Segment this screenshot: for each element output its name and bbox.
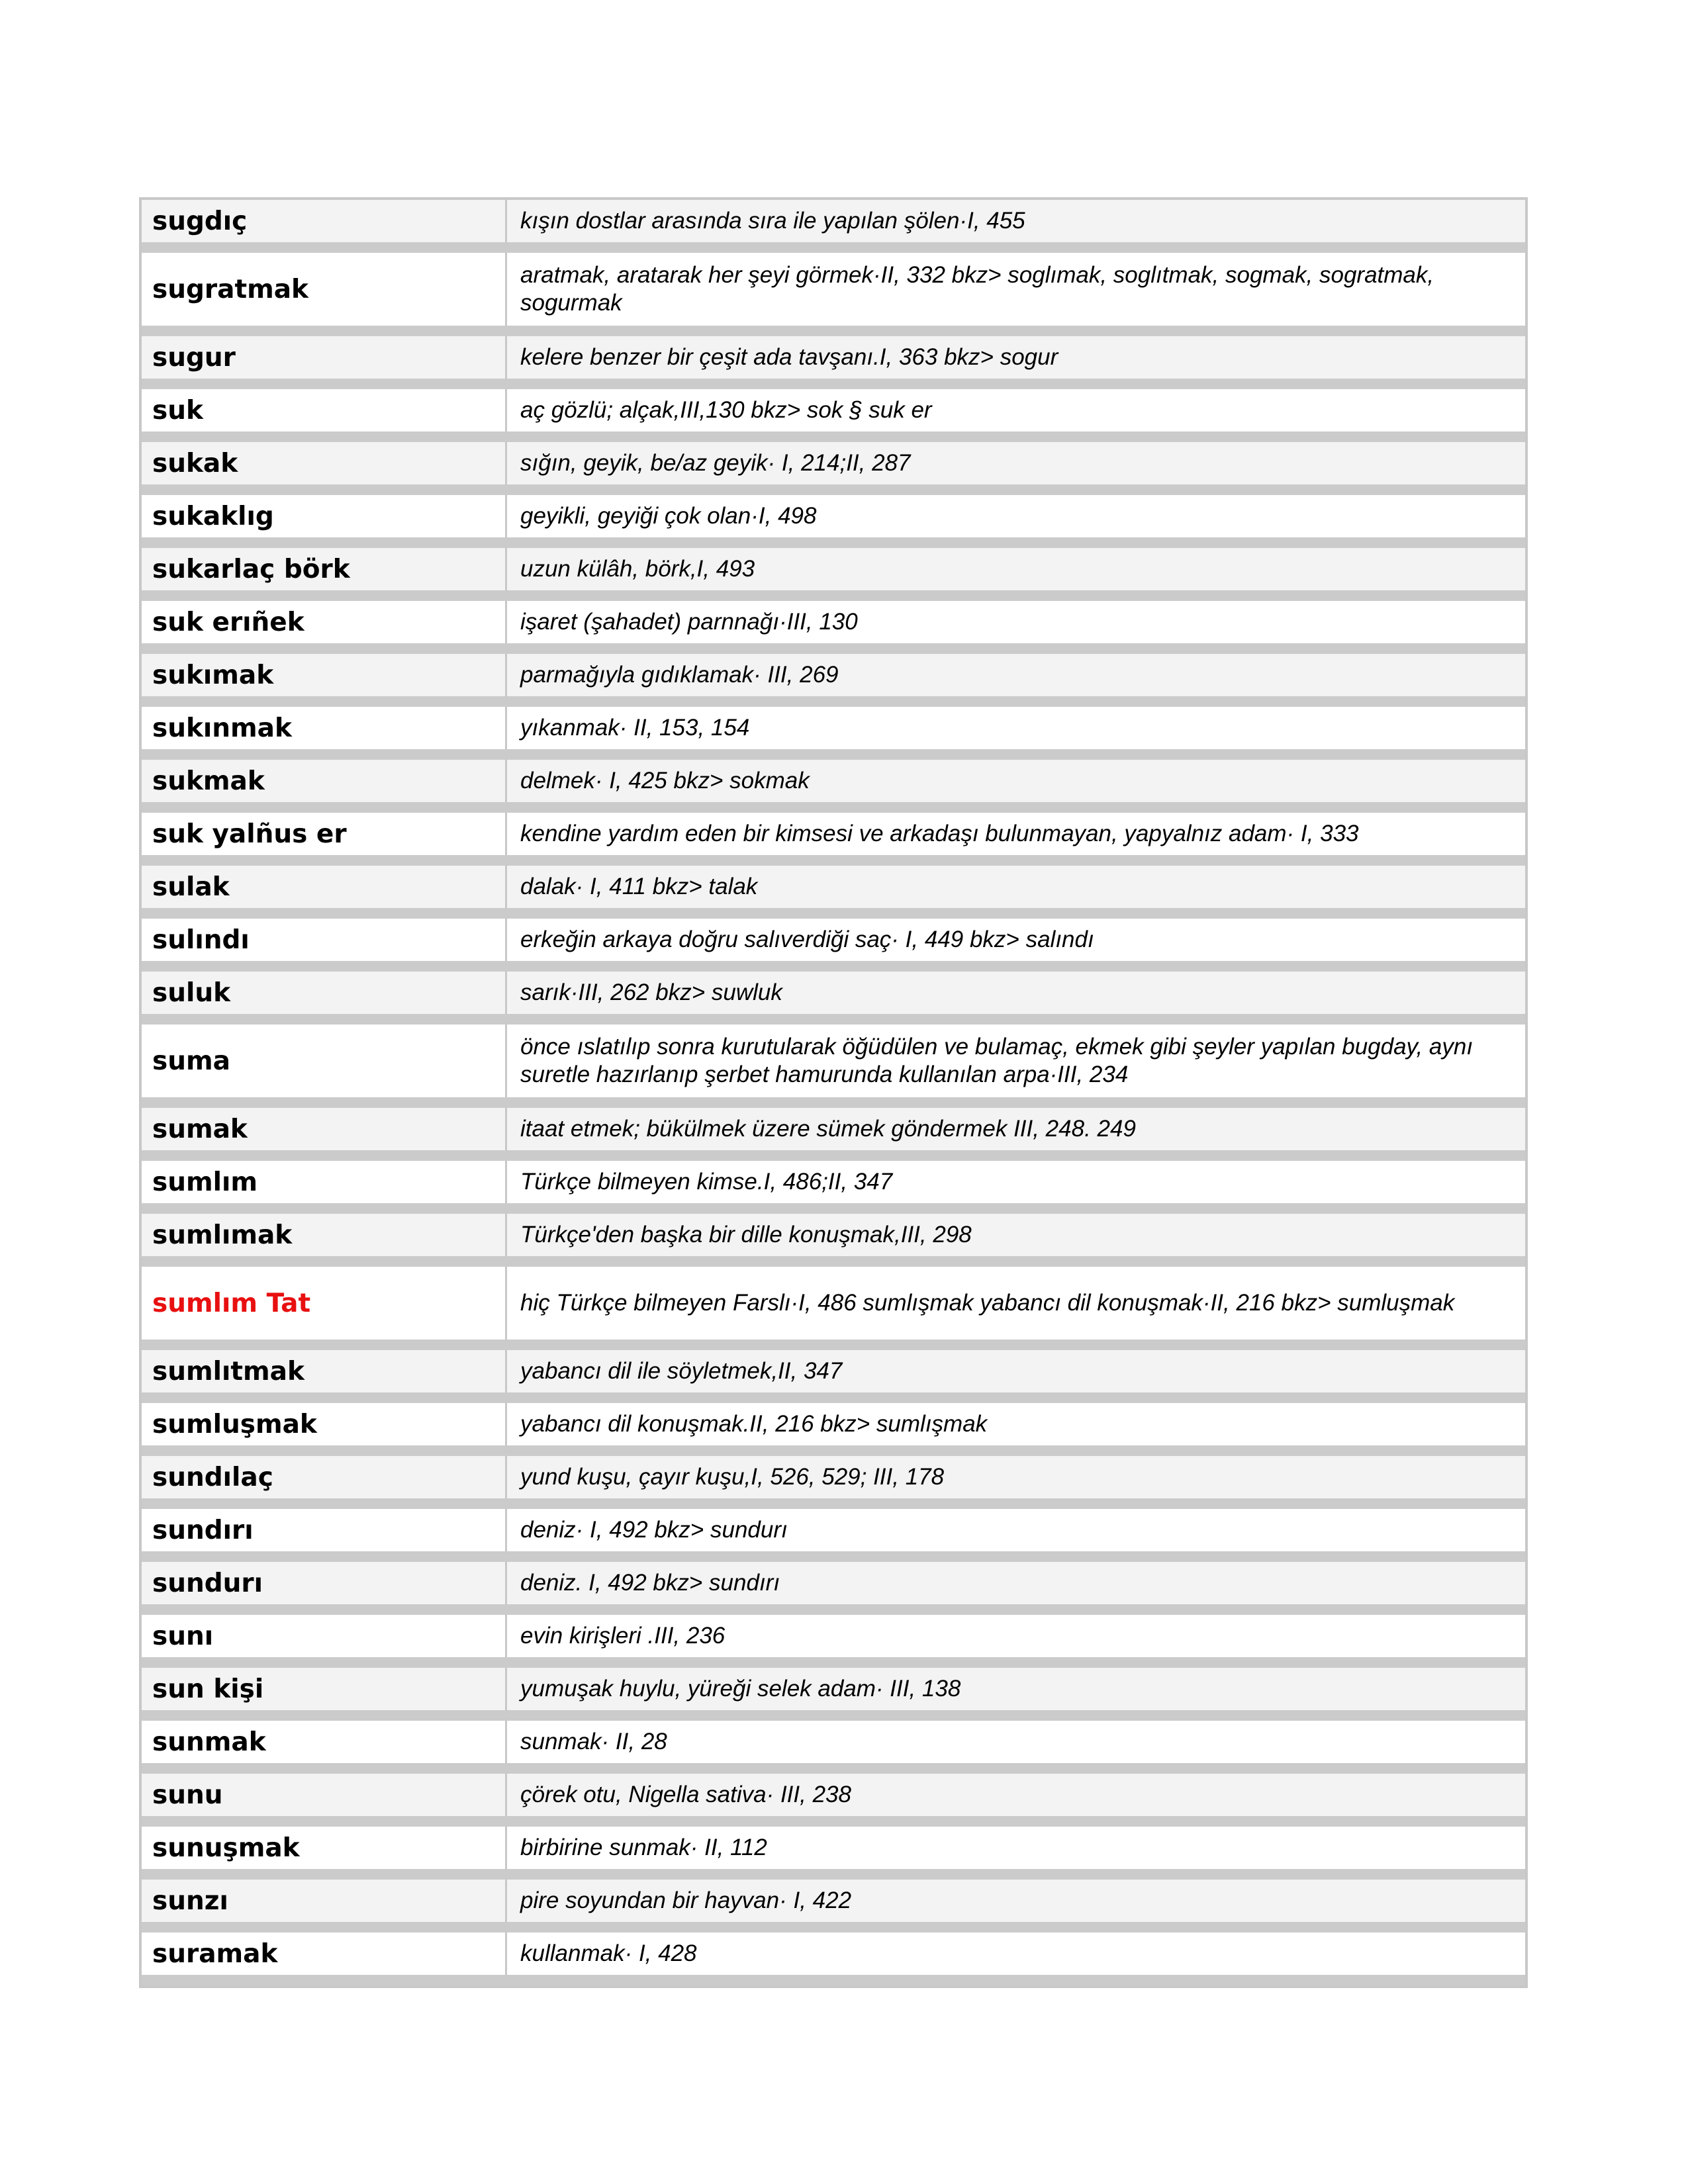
entry-term: sumak bbox=[142, 1108, 507, 1150]
table-row bbox=[142, 1108, 1525, 1161]
table-row bbox=[142, 1827, 1525, 1880]
entry-term: sundurı bbox=[142, 1562, 507, 1604]
entry-definition: uzun külâh, börk,I, 493 bbox=[520, 556, 755, 582]
table-row bbox=[142, 200, 1525, 253]
entry-term: sukak bbox=[142, 442, 507, 484]
entry-definition: yabancı dil ile söyletmek,II, 347 bbox=[520, 1358, 843, 1384]
entry-definition: hiç Türkçe bilmeyen Farslı·I, 486 sumlışmak yabancı dil konuşmak·II, 216 bkz> sumluşmak bbox=[520, 1290, 1455, 1316]
table-row bbox=[142, 1267, 1525, 1350]
entry-definition: deniz. I, 492 bkz> sundırı bbox=[520, 1570, 780, 1596]
entry-definition: aratmak, aratarak her şeyi görmek·II, 332 bkz> soglımak, soglıtmak, sogmak, sogratmak, sogurmak bbox=[520, 262, 1434, 316]
table-row bbox=[142, 548, 1525, 601]
table-row bbox=[142, 1214, 1525, 1267]
entry-term: sundılaç bbox=[142, 1456, 507, 1498]
table-row bbox=[142, 972, 1525, 1024]
entry-definition: dalak· I, 411 bkz> talak bbox=[520, 874, 758, 899]
table-row bbox=[142, 1403, 1525, 1456]
entry-term: sunu bbox=[142, 1774, 507, 1816]
entry-definition: geyikli, geyiği çok olan·I, 498 bbox=[520, 503, 817, 529]
entry-term: sumlımak bbox=[142, 1214, 507, 1256]
table-row bbox=[142, 1774, 1525, 1827]
table-row bbox=[142, 442, 1525, 495]
table-row bbox=[142, 1350, 1525, 1403]
entry-term: sugratmak bbox=[142, 253, 507, 326]
entry-definition: sarık·III, 262 bkz> suwluk bbox=[520, 979, 782, 1005]
entry-definition: kendine yardım eden bir kimsesi ve arkadaşı bulunmayan, yapyalnız adam· I, 333 bbox=[520, 821, 1359, 846]
entry-term: sukımak bbox=[142, 654, 507, 696]
entry-definition: aç gözlü; alçak,III,130 bkz> sok § suk er bbox=[520, 397, 932, 423]
table-row bbox=[142, 1562, 1525, 1615]
entry-term: suramak bbox=[142, 1933, 507, 1975]
entry-definition: Türkçe'den başka bir dille konuşmak,III, 298 bbox=[520, 1222, 972, 1248]
entry-term: sundırı bbox=[142, 1509, 507, 1551]
entry-term: suk bbox=[142, 389, 507, 432]
entry-definition: kullanmak· I, 428 bbox=[520, 1940, 697, 1966]
entry-term: sukmak bbox=[142, 760, 507, 802]
entry-definition: önce ıslatılıp sonra kurutularak öğüdülen ve bulamaç, ekmek gibi şeyler yapılan bugday, aynı suretle hazırlanıp şerbet hamurunda kullanılan arpa·III, 234 bbox=[520, 1034, 1474, 1087]
entry-term: sulak bbox=[142, 866, 507, 908]
entry-term: sugur bbox=[142, 336, 507, 379]
entry-definition: yumuşak huylu, yüreği selek adam· III, 138 bbox=[520, 1676, 961, 1702]
entry-term: sugdıç bbox=[142, 200, 507, 242]
entry-definition: yabancı dil konuşmak.II, 216 bkz> sumlışmak bbox=[520, 1411, 988, 1437]
entry-definition: itaat etmek; bükülmek üzere sümek göndermek III, 248. 249 bbox=[520, 1116, 1136, 1142]
table-row bbox=[142, 1668, 1525, 1721]
entry-term: suma bbox=[142, 1024, 507, 1097]
table-row bbox=[142, 1456, 1525, 1509]
table-row bbox=[142, 389, 1525, 442]
entry-term: sulındı bbox=[142, 919, 507, 961]
entry-definition: erkeğin arkaya doğru salıverdiği saç· I, 449 bkz> salındı bbox=[520, 927, 1094, 952]
entry-definition: evin kirişleri .III, 236 bbox=[520, 1623, 726, 1649]
table-row bbox=[142, 1509, 1525, 1562]
entry-definition: birbirine sunmak· II, 112 bbox=[520, 1835, 767, 1860]
entry-definition: kelere benzer bir çeşit ada tavşanı.I, 363 bkz> sogur bbox=[520, 344, 1058, 370]
entry-term: sunzı bbox=[142, 1880, 507, 1922]
table-row bbox=[142, 1161, 1525, 1214]
entry-definition: deniz· I, 492 bkz> sundurı bbox=[520, 1517, 788, 1543]
entry-term: sun kişi bbox=[142, 1668, 507, 1710]
table-row bbox=[142, 601, 1525, 654]
dictionary-table bbox=[139, 197, 1528, 1988]
table-row bbox=[142, 1880, 1525, 1933]
entry-definition: pire soyundan bir hayvan· I, 422 bbox=[520, 1888, 852, 1913]
table-row bbox=[142, 1933, 1525, 1985]
entry-definition: işaret (şahadet) parnnağı·III, 130 bbox=[520, 609, 858, 635]
table-row bbox=[142, 919, 1525, 972]
entry-term: suk erıñek bbox=[142, 601, 507, 643]
entry-term: sumlıtmak bbox=[142, 1350, 507, 1392]
entry-term: sukaklıg bbox=[142, 495, 507, 537]
entry-definition: parmağıyla gıdıklamak· III, 269 bbox=[520, 662, 839, 688]
entry-term: sumluşmak bbox=[142, 1403, 507, 1445]
entry-definition: sığın, geyik, be/az geyik· I, 214;II, 287 bbox=[520, 450, 911, 476]
table-row bbox=[142, 760, 1525, 813]
entry-definition: kışın dostlar arasında sıra ile yapılan şölen·I, 455 bbox=[520, 208, 1025, 234]
entry-term: sunı bbox=[142, 1615, 507, 1657]
entry-term: sunuşmak bbox=[142, 1827, 507, 1869]
entry-term-highlighted: sumlım Tat bbox=[142, 1267, 507, 1340]
table-row bbox=[142, 813, 1525, 866]
entry-definition: çörek otu, Nigella sativa· III, 238 bbox=[520, 1782, 851, 1807]
table-row bbox=[142, 707, 1525, 760]
entry-definition: sunmak· II, 28 bbox=[520, 1729, 667, 1754]
entry-term: sukınmak bbox=[142, 707, 507, 749]
table-row bbox=[142, 1615, 1525, 1668]
entry-definition: delmek· I, 425 bkz> sokmak bbox=[520, 768, 810, 794]
table-row bbox=[142, 654, 1525, 707]
table-row bbox=[142, 1024, 1525, 1108]
entry-term: sumlım bbox=[142, 1161, 507, 1203]
table-row bbox=[142, 866, 1525, 919]
entry-definition: yund kuşu, çayır kuşu,I, 526, 529; III, 178 bbox=[520, 1464, 945, 1490]
table-row bbox=[142, 253, 1525, 336]
table-row bbox=[142, 336, 1525, 389]
table-row bbox=[142, 495, 1525, 548]
table-row bbox=[142, 1721, 1525, 1774]
entry-term: suluk bbox=[142, 972, 507, 1014]
entry-definition: yıkanmak· II, 153, 154 bbox=[520, 715, 750, 741]
entry-definition: Türkçe bilmeyen kimse.I, 486;II, 347 bbox=[520, 1169, 893, 1195]
entry-term: suk yalñus er bbox=[142, 813, 507, 855]
entry-term: sukarlaç börk bbox=[142, 548, 507, 590]
entry-term: sunmak bbox=[142, 1721, 507, 1763]
